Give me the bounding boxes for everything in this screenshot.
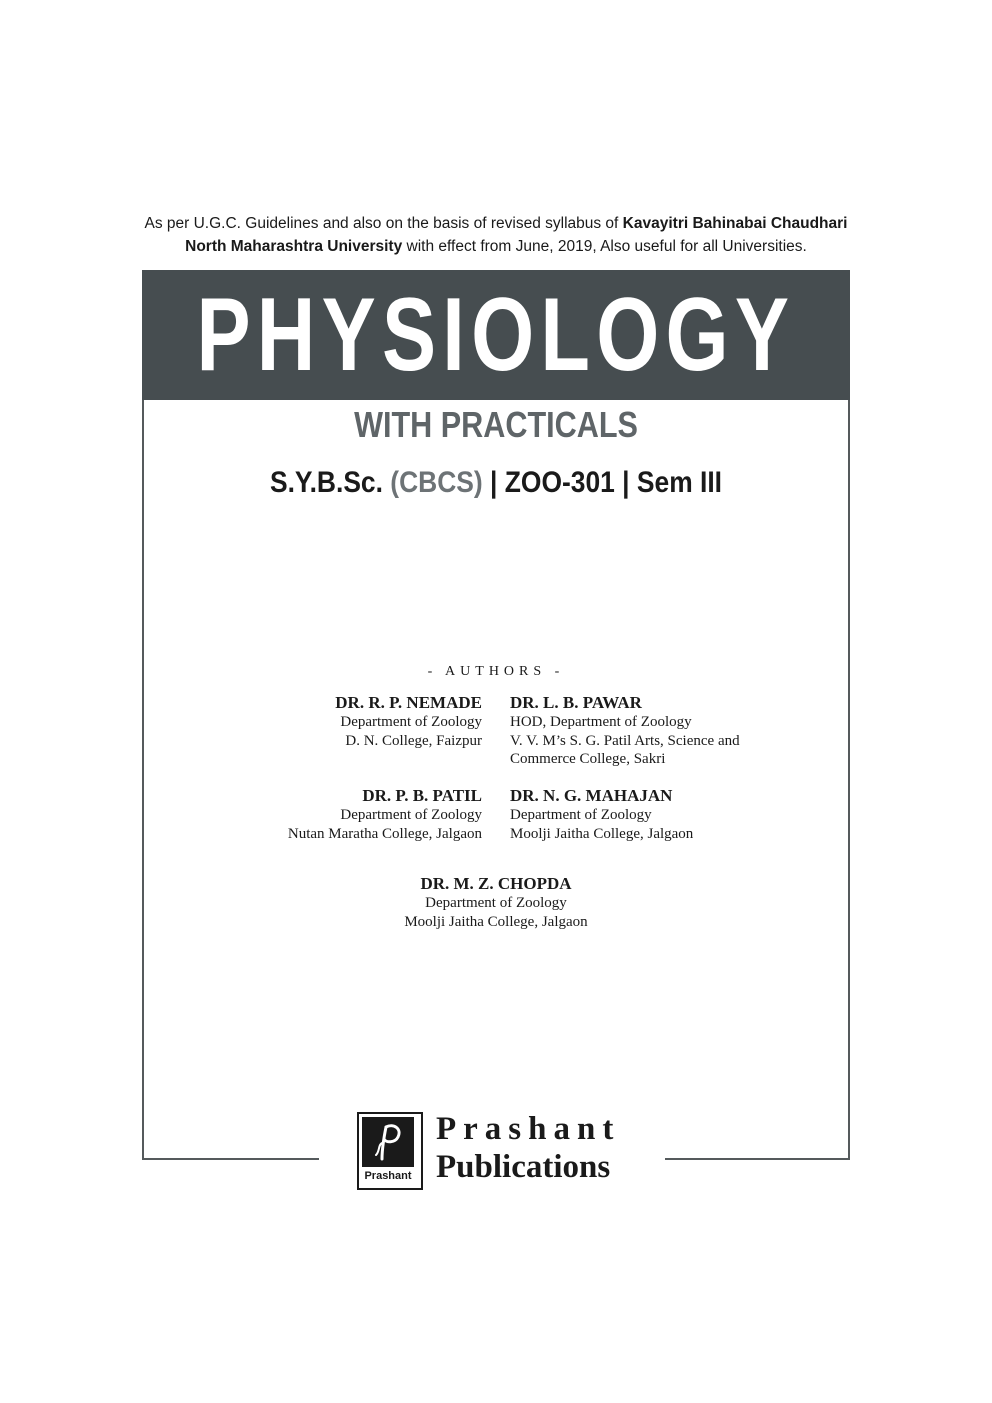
author-block xyxy=(510,786,693,843)
author-affiliation: V. V. M’s S. G. Patil Arts, Science and xyxy=(510,732,740,749)
author-name: DR. N. G. MAHAJAN xyxy=(510,786,673,805)
author-affiliation: Department of Zoology xyxy=(340,807,482,823)
author-affiliation: Nutan Maratha College, Jalgaon xyxy=(287,825,482,842)
author-affiliation: Moolji Jaitha College, Jalgaon xyxy=(510,825,694,842)
frame-bottom-left-border xyxy=(142,1158,319,1160)
course-scheme: (CBCS) xyxy=(390,466,483,499)
authors-heading: - AUTHORS - xyxy=(427,664,565,679)
course-separator: | xyxy=(622,466,630,499)
author-name: DR. P. B. PATIL xyxy=(362,786,482,805)
author-block xyxy=(510,693,740,769)
author-affiliation: Department of Zoology xyxy=(510,807,652,823)
author-affiliation: Department of Zoology xyxy=(425,895,567,911)
frame-right-border xyxy=(848,270,850,1160)
frame-left-border xyxy=(142,270,144,1160)
author-name: DR. L. B. PAWAR xyxy=(510,693,642,712)
author-affiliation: Moolji Jaitha College, Jalgaon xyxy=(404,913,588,930)
author-affiliation: HOD, Department of Zoology xyxy=(510,714,692,730)
publisher-logo xyxy=(357,1112,423,1190)
author-affiliation: D. N. College, Faizpur xyxy=(345,732,482,749)
syllabus-note-line2: North Maharashtra University with effect from June, 2019, Also useful for all Universities. xyxy=(185,238,807,255)
author-affiliation: Department of Zoology xyxy=(340,714,482,730)
author-name: DR. M. Z. CHOPDA xyxy=(420,874,572,893)
course-semester: Sem III xyxy=(636,466,723,499)
book-subtitle: WITH PRACTICALS xyxy=(354,404,638,445)
author-affiliation: Commerce College, Sakri xyxy=(510,751,666,767)
frame-bottom-right-border xyxy=(665,1158,850,1160)
author-block xyxy=(335,693,482,750)
publisher-name: Prashant xyxy=(436,1111,621,1147)
syllabus-note xyxy=(0,212,992,258)
university-name-part2: North Maharashtra University xyxy=(185,238,403,255)
author-block xyxy=(346,874,646,931)
book-title: PHYSIOLOGY xyxy=(196,277,796,393)
stylized-p-logo-icon xyxy=(362,1117,414,1167)
course-class: S.Y.B.Sc. xyxy=(269,466,383,499)
course-code: ZOO-301 xyxy=(504,466,615,499)
university-name-part1: Kavayitri Bahinabai Chaudhari xyxy=(622,215,848,232)
author-name: DR. R. P. NEMADE xyxy=(335,693,482,712)
title-band xyxy=(142,270,850,400)
logo-caption: Prashant xyxy=(364,1170,412,1182)
course-info xyxy=(184,462,807,504)
publisher-name-line2: Publications xyxy=(436,1149,611,1185)
author-block xyxy=(288,786,482,843)
course-separator: | xyxy=(490,466,498,499)
syllabus-note-line1: As per U.G.C. Guidelines and also on the basis of revised syllabus of Kavayitri Bahinabai Chaudhari xyxy=(144,215,848,232)
